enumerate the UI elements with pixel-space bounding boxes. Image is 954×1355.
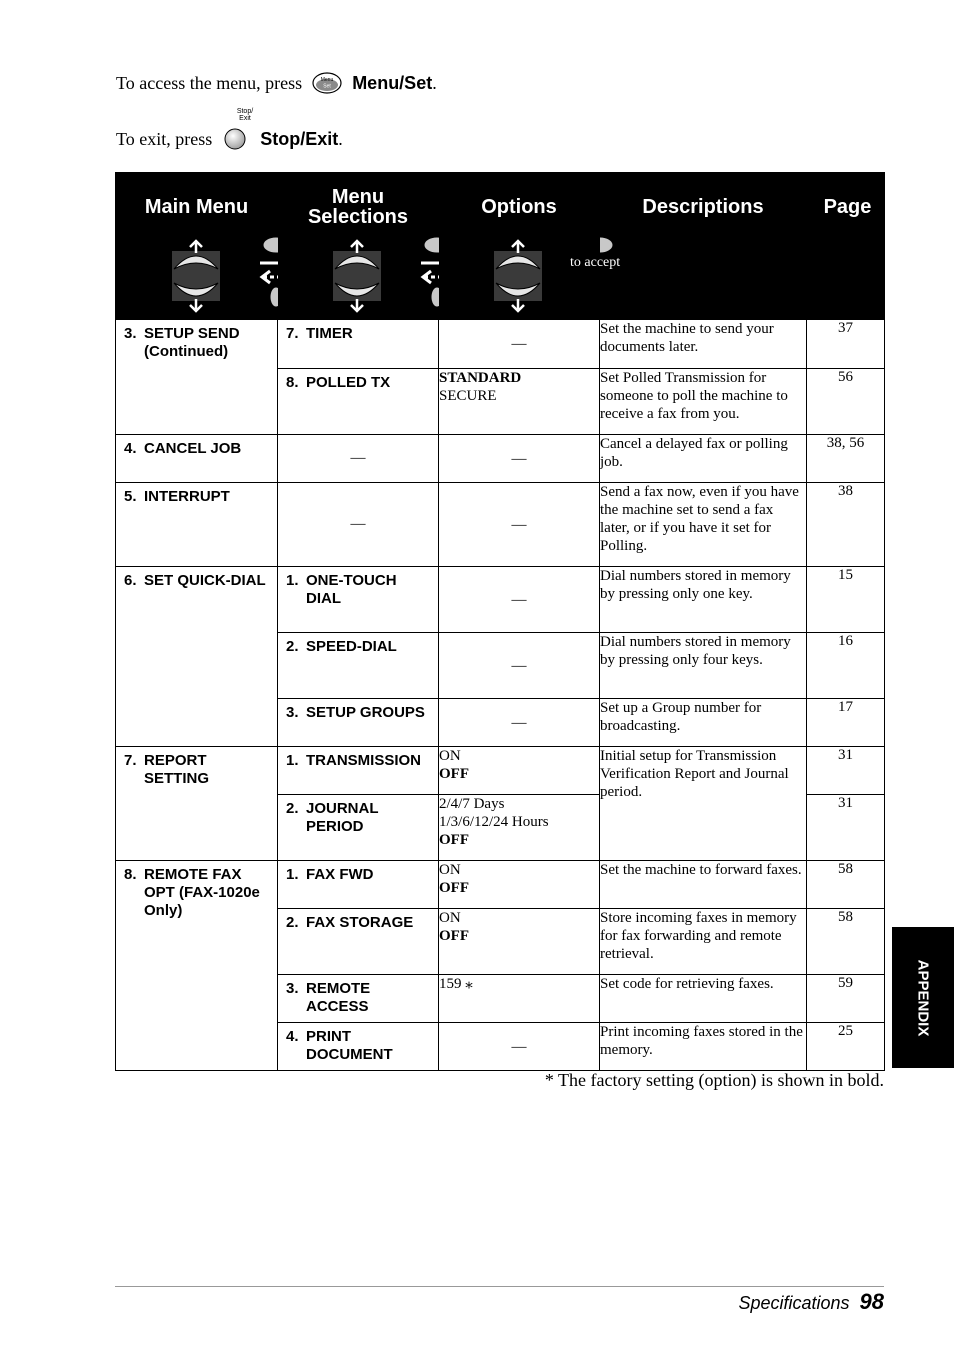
- description-cell: Set Polled Transmission for someone to poll the machine to receive a fax from you.: [600, 369, 807, 435]
- header-descriptions: [570, 173, 807, 320]
- main-menu-cell: [116, 483, 278, 567]
- selection-label: REMOTE ACCESS: [306, 980, 371, 1015]
- appendix-side-tab: [892, 927, 954, 1068]
- menu-btn-bottom-text: Set: [323, 83, 331, 90]
- header-descriptions-label: Descriptions: [642, 196, 764, 218]
- selection-label: JOURNAL PERIOD: [306, 800, 379, 835]
- selection-number: 2.: [286, 800, 299, 817]
- option-default: OFF: [439, 832, 469, 848]
- selection-cell: [278, 567, 439, 633]
- selection-label: TRANSMISSION: [306, 752, 422, 769]
- exit-prefix: To exit, press: [116, 128, 213, 149]
- option-cell: 159 ⁎: [439, 975, 600, 1023]
- option-value: ON: [439, 748, 461, 764]
- main-menu-cell: [116, 320, 278, 435]
- option-cell: —: [439, 633, 600, 699]
- navigation-arrows-icon: [278, 173, 439, 319]
- header-selections-word: Selections: [307, 206, 409, 228]
- page-cell: 15: [807, 567, 885, 633]
- option-cell: —: [439, 1023, 600, 1071]
- selection-cell: —: [278, 483, 439, 567]
- option-cell: —: [439, 567, 600, 633]
- option-value: ON: [439, 862, 461, 878]
- table-row: [116, 435, 885, 483]
- menu-set-button-icon: [312, 72, 342, 94]
- option-default: OFF: [439, 766, 469, 782]
- option-cell: —: [439, 699, 600, 747]
- description-cell: Cancel a delayed fax or polling job.: [600, 435, 807, 483]
- table-row: [116, 320, 885, 369]
- option-cell: [439, 747, 600, 795]
- main-menu-number: 5.: [124, 488, 137, 505]
- option-cell: [439, 909, 600, 975]
- selection-number: 2.: [286, 638, 299, 655]
- access-period: .: [432, 72, 437, 93]
- option-cell: —: [439, 483, 600, 567]
- table-row: [116, 567, 885, 633]
- selection-cell: [278, 975, 439, 1023]
- page-cell: 59: [807, 975, 885, 1023]
- page-cell: 38: [807, 483, 885, 567]
- description-cell: Dial numbers stored in memory by pressing only one key.: [600, 567, 807, 633]
- selection-number: 2.: [286, 914, 299, 931]
- option-cell: [439, 861, 600, 909]
- main-menu-number: 7.: [124, 752, 137, 769]
- selection-label: TIMER: [306, 325, 353, 342]
- header-page-label: Page: [823, 196, 872, 218]
- header-page: [807, 173, 885, 320]
- menu-table: [115, 172, 885, 1071]
- selection-cell: [278, 909, 439, 975]
- exit-instruction: [116, 128, 343, 150]
- option-cell: —: [439, 435, 600, 483]
- footer-page-number: 98: [859, 1289, 884, 1314]
- page-footer: [738, 1289, 884, 1315]
- menu-set-key-label: Menu/Set: [352, 72, 433, 93]
- main-menu-label: SET QUICK-DIAL: [144, 572, 266, 589]
- page-cell: 56: [807, 369, 885, 435]
- menu-btn-top-text: Menu: [320, 77, 334, 83]
- page-cell: 58: [807, 861, 885, 909]
- to-accept-label: to accept: [570, 255, 621, 270]
- table-row: [116, 747, 885, 795]
- description-cell: Store incoming faxes in memory for fax forwarding and remote retrieval.: [600, 909, 807, 975]
- selection-cell: [278, 320, 439, 369]
- main-menu-number: 8.: [124, 866, 137, 883]
- option-value: 2/4/7 Days: [439, 796, 505, 812]
- description-cell: Set the machine to send your documents later.: [600, 320, 807, 369]
- selection-cell: —: [278, 435, 439, 483]
- header-menu-selections: [278, 173, 439, 320]
- footer-rule: [115, 1286, 884, 1287]
- navigation-arrows-icon: [116, 173, 278, 319]
- selection-cell: [278, 633, 439, 699]
- selection-cell: [278, 699, 439, 747]
- factory-setting-footnote: * The factory setting (option) is shown in bold.: [544, 1070, 884, 1090]
- selection-cell: [278, 861, 439, 909]
- selection-label: SPEED-DIAL: [306, 638, 397, 655]
- table-header-row: [116, 173, 885, 320]
- page-cell: 25: [807, 1023, 885, 1071]
- set-button-icon: [600, 173, 807, 319]
- selection-label: FAX STORAGE: [306, 914, 414, 931]
- main-menu-cell: [116, 435, 278, 483]
- selection-label: PRINT DOCUMENT: [306, 1028, 393, 1063]
- selection-label: FAX FWD: [306, 866, 374, 883]
- main-menu-label: SETUP SEND (Continued): [144, 325, 240, 360]
- main-menu-label: CANCEL JOB: [144, 440, 242, 457]
- header-options: [439, 173, 600, 320]
- description-cell: Initial setup for Transmission Verification Report and Journal period.: [600, 747, 807, 861]
- page-cell: 16: [807, 633, 885, 699]
- footer-section: Specifications: [738, 1293, 850, 1313]
- selection-number: 8.: [286, 374, 299, 391]
- header-main-menu-label: Main Menu: [144, 196, 249, 218]
- table-row: [116, 483, 885, 567]
- page-cell: 31: [807, 795, 885, 861]
- page-cell: 38, 56: [807, 435, 885, 483]
- option-value: 1/3/6/12/24 Hours: [439, 814, 549, 830]
- main-menu-cell: [116, 747, 278, 861]
- main-menu-number: 4.: [124, 440, 137, 457]
- header-menu-word: Menu: [331, 186, 385, 208]
- option-default: OFF: [439, 880, 469, 896]
- description-cell: Dial numbers stored in memory by pressing only four keys.: [600, 633, 807, 699]
- description-cell: Set up a Group number for broadcasting.: [600, 699, 807, 747]
- selection-number: 3.: [286, 704, 299, 721]
- description-cell: Print incoming faxes stored in the memory.: [600, 1023, 807, 1071]
- selection-number: 7.: [286, 325, 299, 342]
- selection-number: 4.: [286, 1028, 299, 1045]
- description-cell: Send a fax now, even if you have the machine set to send a fax later, or if you have it set for Polling.: [600, 483, 807, 567]
- selection-number: 1.: [286, 752, 299, 769]
- main-menu-number: 6.: [124, 572, 137, 589]
- option-cell: [439, 369, 600, 435]
- page-cell: 31: [807, 747, 885, 795]
- access-instruction: [116, 72, 437, 94]
- header-options-label: Options: [481, 196, 557, 218]
- selection-number: 3.: [286, 980, 299, 997]
- header-main-menu: [116, 173, 278, 320]
- option-default: OFF: [439, 928, 469, 944]
- main-menu-label: REPORT SETTING: [144, 752, 210, 787]
- navigation-arrows-icon: [439, 173, 600, 319]
- main-menu-number: 3.: [124, 325, 137, 342]
- page-cell: 37: [807, 320, 885, 369]
- access-prefix: To access the menu, press: [116, 72, 303, 93]
- selection-cell: [278, 747, 439, 795]
- main-menu-label: REMOTE FAX OPT (FAX-1020e Only): [144, 866, 260, 919]
- selection-cell: [278, 369, 439, 435]
- option-value: SECURE: [439, 388, 497, 404]
- page-cell: 17: [807, 699, 885, 747]
- appendix-tab-label: APPENDIX: [914, 959, 932, 1036]
- main-menu-cell: [116, 861, 278, 1071]
- option-default: STANDARD: [439, 370, 522, 386]
- selection-label: ONE-TOUCH DIAL: [306, 572, 397, 607]
- selection-cell: [278, 1023, 439, 1071]
- selection-label: POLLED TX: [306, 374, 391, 391]
- stop-label-bottom: Exit: [239, 115, 251, 122]
- stop-exit-icon-label: [231, 108, 259, 122]
- description-cell: Set the machine to forward faxes.: [600, 861, 807, 909]
- stop-label-top: Stop/: [236, 108, 254, 115]
- table-row: [116, 861, 885, 909]
- option-cell: —: [439, 320, 600, 369]
- stop-exit-key-label: Stop/Exit: [260, 128, 339, 149]
- exit-period: .: [338, 128, 343, 149]
- main-menu-cell: [116, 567, 278, 747]
- main-menu-label: INTERRUPT: [144, 488, 230, 505]
- page-cell: 58: [807, 909, 885, 975]
- description-cell: Set code for retrieving faxes.: [600, 975, 807, 1023]
- option-value: ON: [439, 910, 461, 926]
- option-cell: [439, 795, 600, 861]
- selection-number: 1.: [286, 572, 299, 589]
- selection-label: SETUP GROUPS: [306, 704, 425, 721]
- stop-exit-button-icon: [224, 128, 246, 150]
- selection-number: 1.: [286, 866, 299, 883]
- selection-cell: [278, 795, 439, 861]
